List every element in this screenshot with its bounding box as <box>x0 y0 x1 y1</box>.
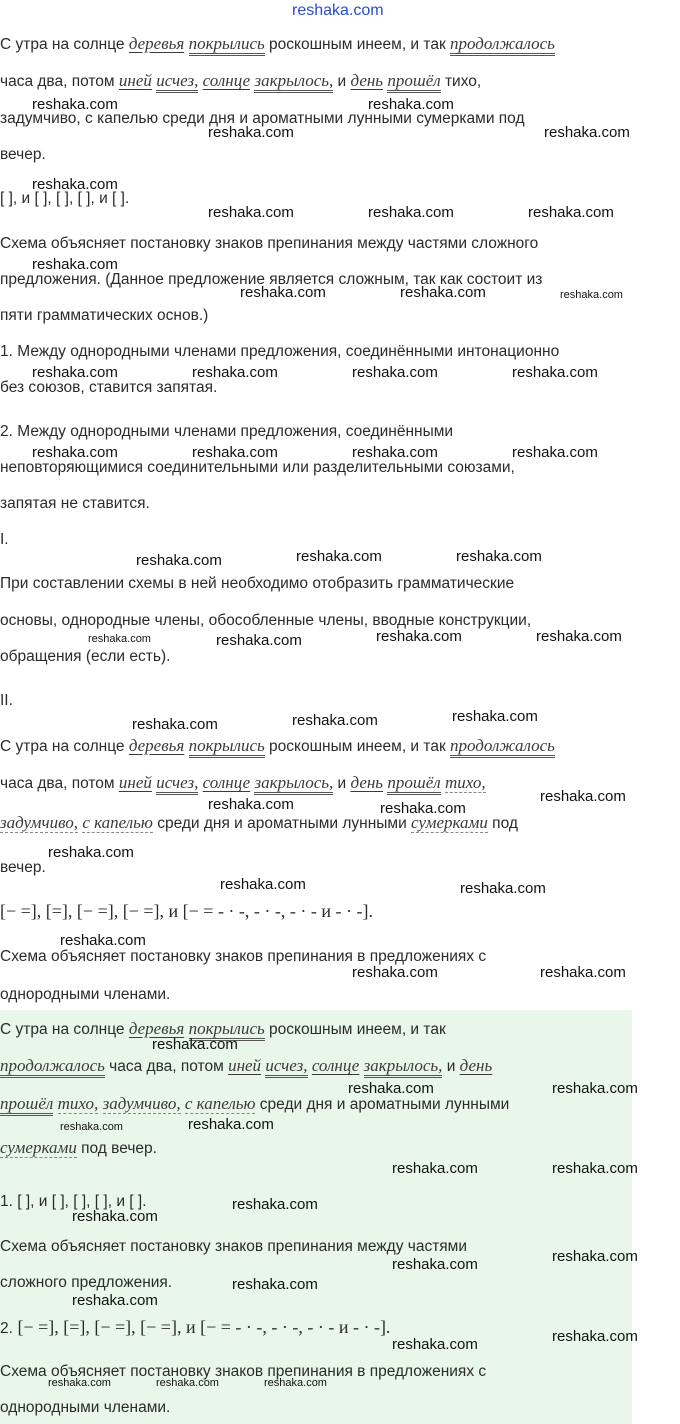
text: часа два, потом <box>0 775 119 792</box>
watermark: reshaka.com <box>156 1377 219 1389</box>
watermark: reshaka.com <box>552 1080 638 1097</box>
adverbial: тихо, <box>444 773 486 792</box>
predicate: закрылось, <box>364 1056 443 1078</box>
watermark: reshaka.com <box>552 1328 638 1345</box>
subject: день <box>350 773 384 792</box>
text: роскошным инеем, и так <box>264 1021 446 1038</box>
text: С утра на солнце <box>0 738 129 755</box>
annotated-line-4: вечер. <box>0 859 46 876</box>
annotated-line-2 <box>0 773 486 794</box>
watermark: reshaka.com <box>352 364 438 381</box>
predicate: исчез, <box>156 773 198 795</box>
watermark: reshaka.com <box>512 364 598 381</box>
watermark: reshaka.com <box>216 632 302 649</box>
watermark: reshaka.com <box>348 1080 434 1097</box>
answer-scheme-simple: 1. [ ], и [ ], [ ], [ ], и [ ]. <box>0 1193 147 1210</box>
watermark: reshaka.com <box>540 788 626 805</box>
watermark: reshaka.com <box>352 964 438 981</box>
answer-line-3 <box>0 1094 509 1115</box>
scheme-full: [− =], [=], [− =], [− =], и [− = - · -, - · -, - · - и - · -]. <box>0 901 373 921</box>
predicate: прошёл <box>387 71 440 93</box>
predicate: прошёл <box>0 1094 53 1116</box>
watermark: reshaka.com <box>460 880 546 897</box>
watermark: reshaka.com <box>240 284 326 301</box>
text: среди дня и ароматными лунными <box>152 815 412 832</box>
watermark: reshaka.com <box>208 204 294 221</box>
watermark: reshaka.com <box>232 1196 318 1213</box>
rule-line: запятая не ставится. <box>0 495 150 512</box>
watermark: reshaka.com <box>392 1256 478 1273</box>
predicate: продолжалось <box>0 1056 105 1078</box>
watermark: reshaka.com <box>32 364 118 381</box>
rule-line: 2. Между однородными членами предложения, соединёнными <box>0 423 454 440</box>
text: часа два, потом <box>0 73 119 90</box>
text: под <box>487 815 518 832</box>
explanation-line: Схема объясняет постановку знаков препинания в предложениях с <box>0 948 487 965</box>
watermark: reshaka.com <box>48 844 134 861</box>
text: и <box>442 1058 460 1075</box>
text: под вечер. <box>76 1140 157 1157</box>
text: тихо, <box>440 73 482 90</box>
watermark: reshaka.com <box>368 96 454 113</box>
watermark: reshaka.com <box>88 633 151 645</box>
adverbial: задумчиво, <box>102 1094 181 1113</box>
watermark: reshaka.com <box>208 124 294 141</box>
adverbial: сумерками <box>0 1138 77 1157</box>
watermark: reshaka.com <box>380 800 466 817</box>
watermark: reshaka.com <box>136 552 222 569</box>
subject: деревья <box>128 1019 185 1038</box>
subject: солнце <box>202 71 251 90</box>
watermark: reshaka.com <box>552 1248 638 1265</box>
annotated-line-1 <box>0 736 555 757</box>
rule-line: неповторяющимися соединительными или разделительными союзами, <box>0 459 515 476</box>
predicate: исчез, <box>156 71 198 93</box>
watermark: reshaka.com <box>292 712 378 729</box>
instruction-line: При составлении схемы в ней необходимо отобразить грамматические <box>0 575 515 592</box>
watermark: reshaka.com <box>32 176 118 193</box>
adverbial: с капелью <box>82 813 153 832</box>
scheme-number: 2. <box>0 1320 13 1337</box>
site-link[interactable]: reshaka.com <box>292 2 384 19</box>
text: часа два, потом <box>104 1058 229 1075</box>
adverbial: задумчиво, <box>0 813 78 832</box>
watermark: reshaka.com <box>208 796 294 813</box>
predicate: покрылись <box>189 1019 265 1041</box>
scheme-simple: [ ], и [ ], [ ], [ ], и [ ]. <box>0 190 130 207</box>
watermark: reshaka.com <box>152 1036 238 1053</box>
watermark: reshaka.com <box>192 444 278 461</box>
scheme-formula: [− =], [=], [− =], [− =], и [− = - · -, - · -, - · - и - · -]. <box>12 1317 391 1337</box>
text: С утра на солнце <box>0 1021 129 1038</box>
watermark: reshaka.com <box>72 1292 158 1309</box>
explanation-line: предложения. (Данное предложение является сложным, так как состоит из <box>0 271 543 288</box>
watermark: reshaka.com <box>560 289 623 301</box>
subject: деревья <box>128 34 185 53</box>
watermark: reshaka.com <box>452 708 538 725</box>
sentence-line-2 <box>0 71 481 92</box>
watermark: reshaka.com <box>528 204 614 221</box>
watermark: reshaka.com <box>456 548 542 565</box>
watermark: reshaka.com <box>264 1377 327 1389</box>
predicate: продолжалось <box>450 736 555 758</box>
rule-line: 1. Между однородными членами предложения, соединёнными интонационно <box>0 343 560 360</box>
watermark: reshaka.com <box>376 628 462 645</box>
section-number: I. <box>0 531 9 548</box>
subject: иней <box>118 71 152 90</box>
predicate: покрылись <box>189 736 265 758</box>
explanation-line: однородными членами. <box>0 986 171 1003</box>
watermark: reshaka.com <box>60 932 146 949</box>
watermark: reshaka.com <box>232 1276 318 1293</box>
answer-scheme-full <box>0 1317 390 1339</box>
instruction-line: основы, однородные члены, обособленные члены, вводные конструкции, <box>0 612 532 629</box>
watermark: reshaka.com <box>72 1208 158 1225</box>
watermark: reshaka.com <box>400 284 486 301</box>
watermark: reshaka.com <box>540 964 626 981</box>
rule-line: без союзов, ставится запятая. <box>0 379 218 396</box>
answer-explanation-line: Схема объясняет постановку знаков препинания в предложениях с <box>0 1363 487 1380</box>
watermark: reshaka.com <box>536 628 622 645</box>
subject: солнце <box>202 773 251 792</box>
subject: день <box>350 71 384 90</box>
watermark: reshaka.com <box>32 256 118 273</box>
watermark: reshaka.com <box>296 548 382 565</box>
watermark: reshaka.com <box>48 1377 111 1389</box>
text: и <box>333 775 351 792</box>
instruction-line: обращения (если есть). <box>0 648 171 665</box>
watermark: reshaka.com <box>188 1116 274 1133</box>
section-number: II. <box>0 692 13 709</box>
adverbial: с капелью <box>184 1094 256 1113</box>
sentence-line-1 <box>0 34 555 55</box>
watermark: reshaka.com <box>132 716 218 733</box>
watermark: reshaka.com <box>512 444 598 461</box>
text: и <box>333 73 351 90</box>
predicate: прошёл <box>387 773 440 795</box>
explanation-line: Схема объясняет постановку знаков препинания между частями сложного <box>0 235 539 252</box>
sentence-line-3: задумчиво, с капелью среди дня и ароматными лунными сумерками под <box>0 110 525 127</box>
watermark: reshaka.com <box>544 124 630 141</box>
watermark: reshaka.com <box>192 364 278 381</box>
answer-line-4 <box>0 1138 157 1159</box>
explanation-line: пяти грамматических основ.) <box>0 307 209 324</box>
predicate: покрылись <box>189 34 265 56</box>
watermark: reshaka.com <box>368 204 454 221</box>
predicate: закрылось, <box>254 71 333 93</box>
sentence-line-4: вечер. <box>0 146 46 163</box>
text: роскошным инеем, и так <box>264 738 451 755</box>
answer-explanation-line: Схема объясняет постановку знаков препинания между частями <box>0 1238 467 1255</box>
predicate: продолжалось <box>450 34 555 56</box>
subject: иней <box>228 1056 262 1075</box>
answer-line-2 <box>0 1056 492 1077</box>
text: роскошным инеем, и так <box>264 36 451 53</box>
watermark: reshaka.com <box>552 1160 638 1177</box>
text: С утра на солнце <box>0 36 129 53</box>
watermark: reshaka.com <box>352 444 438 461</box>
subject: день <box>459 1056 493 1075</box>
adverbial: тихо, <box>57 1094 99 1113</box>
predicate: исчез, <box>265 1056 307 1078</box>
watermark: reshaka.com <box>32 444 118 461</box>
watermark: reshaka.com <box>32 96 118 113</box>
watermark: reshaka.com <box>220 876 306 893</box>
watermark: reshaka.com <box>392 1160 478 1177</box>
answer-explanation-line: однородными членами. <box>0 1399 171 1416</box>
watermark: reshaka.com <box>392 1336 478 1353</box>
answer-explanation-line: сложного предложения. <box>0 1274 173 1291</box>
subject: деревья <box>128 736 185 755</box>
subject: солнце <box>311 1056 360 1075</box>
text: среди дня и ароматными лунными <box>255 1096 510 1113</box>
subject: иней <box>118 773 152 792</box>
adverbial: сумерками <box>411 813 488 832</box>
predicate: закрылось, <box>254 773 333 795</box>
watermark: reshaka.com <box>60 1121 123 1133</box>
